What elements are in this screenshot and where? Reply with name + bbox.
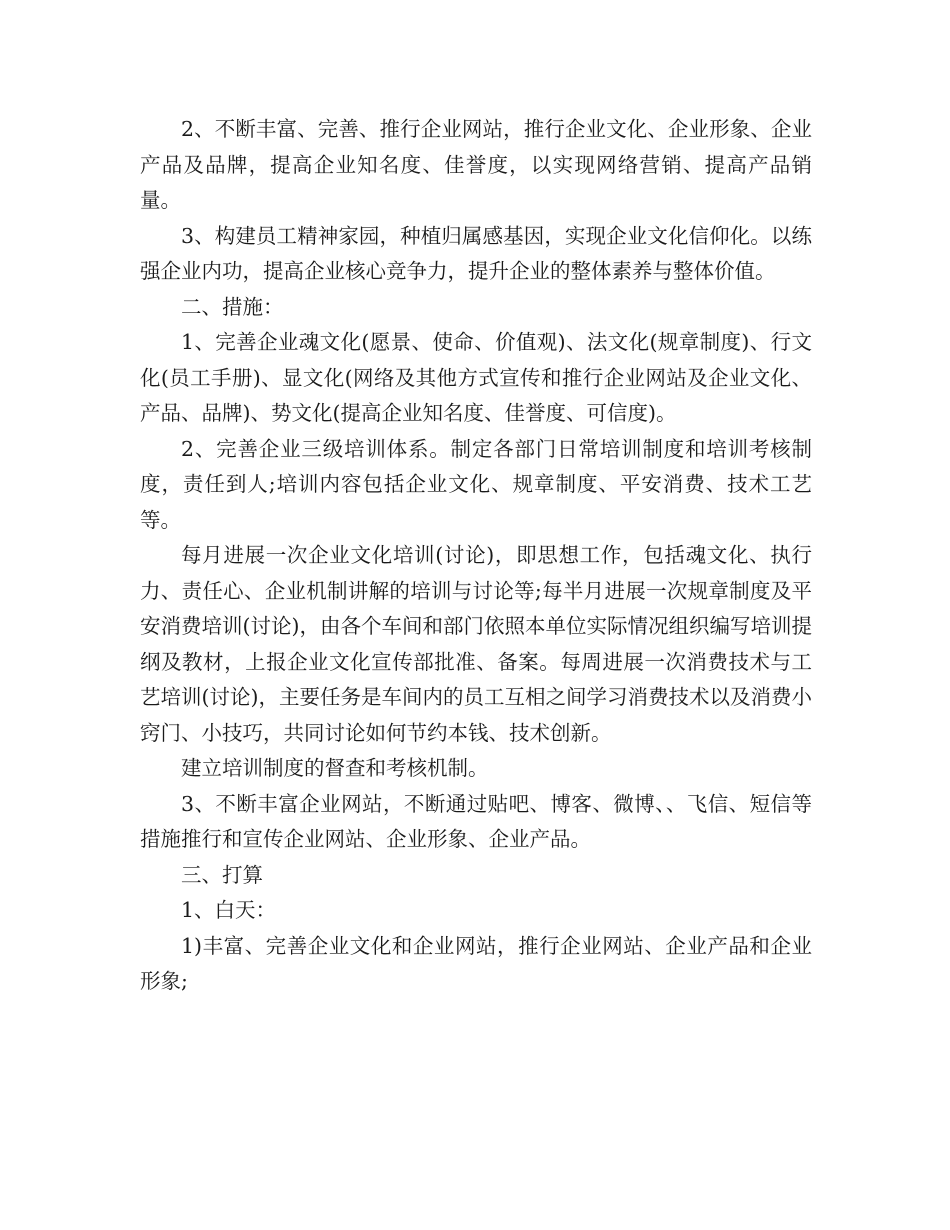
paragraph-training-oversight: 建立培训制度的督查和考核机制。 xyxy=(181,756,489,780)
paragraph-plan-item-1: 1)丰富、完善企业文化和企业网站，推行企业网站、企业产品和企业形象; xyxy=(140,933,812,993)
document-body xyxy=(140,112,812,1000)
paragraph-goal-2: 2、不断丰富、完善、推行企业网站，推行企业文化、企业形象、企业产品及品牌，提高企业知名度、佳誉度，以实现网络营销、提高产品销量。 xyxy=(140,117,812,212)
paragraph-measure-1: 1、完善企业魂文化(愿景、使命、价值观)、法文化(规章制度)、行文化(员工手册)、显文化(网络及其他方式宣传和推行企业网站及企业文化、产品、品牌)、势文化(提高企业知名度、佳誉度、可信度)。 xyxy=(140,330,812,425)
paragraph-goal-3: 3、构建员工精神家园，种植归属感基因，实现企业文化信仰化。以练强企业内功，提高企业核心竞争力，提升企业的整体素养与整体价值。 xyxy=(140,223,812,283)
paragraph-measure-2: 2、完善企业三级培训体系。制定各部门日常培训制度和培训考核制度，责任到人;培训内容包括企业文化、规章制度、平安消费、技术工艺等。 xyxy=(140,436,812,532)
paragraph-training-schedule: 每月进展一次企业文化培训(讨论)，即思想工作，包括魂文化、执行力、责任心、企业机制讲解的培训与讨论等;每半月进展一次规章制度及平安消费培训(讨论)，由各个车间和部门依照本单位实际情况组织编写培训提纲及教材，上报企业文化宣传部批准、备案。每周进展一次消费技术与工艺培训(讨论)，主要任务是车间内的员工互相之间学习消费技术以及消费小窍门、小技巧，共同讨论如何节约本钱、技术创新。 xyxy=(140,543,812,745)
section-heading-measures: 二、措施： xyxy=(181,294,284,319)
paragraph-measure-3: 3、不断丰富企业网站，不断通过贴吧、博客、微博、、飞信、短信等措施推行和宣传企业网站、企业形象、企业产品。 xyxy=(140,791,812,851)
paragraph-plan-daytime: 1、白天： xyxy=(181,898,277,922)
section-heading-plan: 三、打算 xyxy=(181,862,263,887)
